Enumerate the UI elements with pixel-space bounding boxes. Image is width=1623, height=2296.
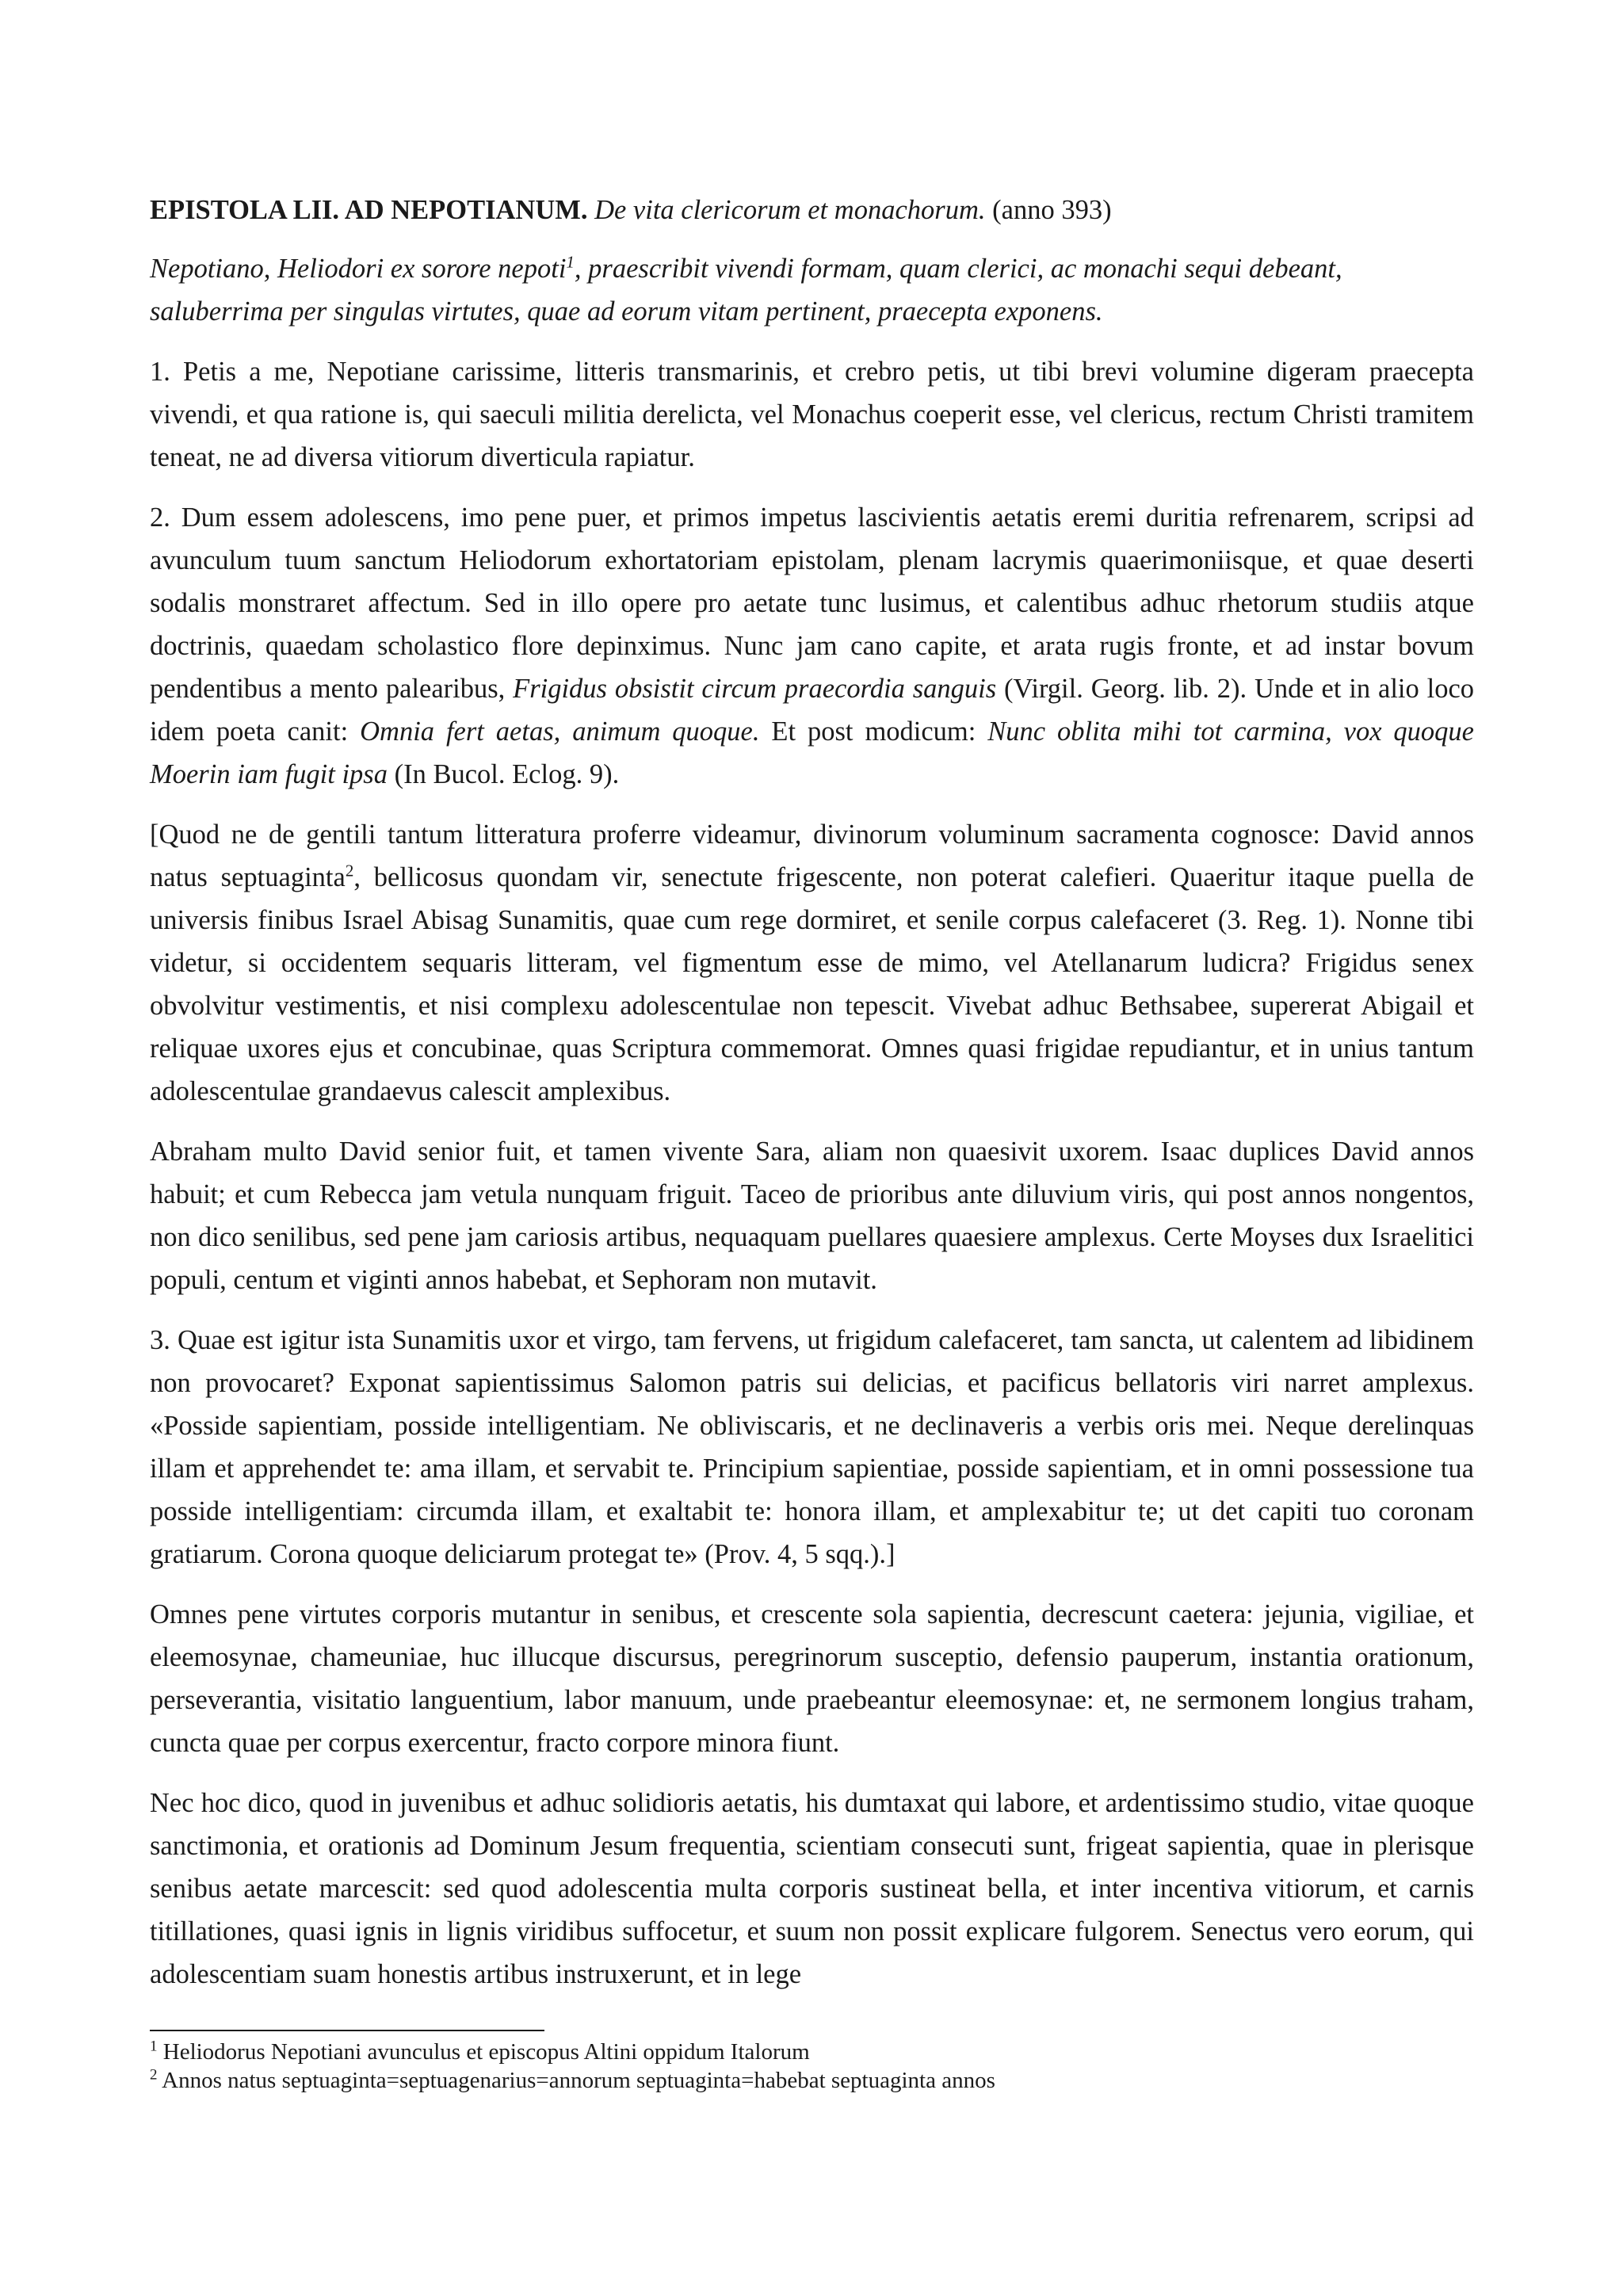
footnote-number: 1	[150, 2038, 158, 2055]
p3-text: [Quod ne de gentili tantum litteratura proferre videamur, divinorum voluminum sacramenta cognosce: David annos natus septuaginta	[150, 819, 1474, 892]
summary-text: Nepotiano, Heliodori ex sorore nepoti	[150, 254, 567, 284]
p2-text: Et post modicum:	[759, 716, 988, 747]
paragraph-5: 3. Quae est igitur ista Sunamitis uxor et virgo, tam fervens, ut frigidum calefaceret, tam sancta, ut calentem ad libidinem non provocaret? Exponat sapientissimus Salomon patris sui delicias, et pacificus bellatoris viri narret amplexus. «Posside sapientiam, posside intelligentiam. Ne obliviscaris, et ne declinaveris a verbis oris mei. Neque derelinquas illam et apprehendet te: ama illam, et servabit te. Principium sapientiae, posside sapientiam, et in omni possessione tua posside intelligentiam: circumda illam, et exaltabit te: honora illam, et amplexabitur te; ut det capiti tuo coronam gratiarum. Corona quoque deliciarum protegat te» (Prov. 4, 5 sqq.).]	[150, 1325, 1474, 1569]
footnote-ref-1[interactable]: 1	[566, 252, 575, 272]
title-subtitle: De vita clericorum et monachorum.	[594, 195, 986, 225]
footnote-number: 2	[150, 2066, 158, 2084]
title-year: (anno 393)	[992, 195, 1112, 225]
footnote-1	[150, 2038, 1474, 2066]
summary-text-cont: , praescribit vivendi formam, quam clerici, ac monachi sequi debeant, saluberrima per singulas virtutes, quae ad eorum vitam pertinent, praecepta exponens.	[150, 254, 1342, 327]
footnote-text: Annos natus septuaginta=septuagenarius=annorum septuaginta=habebat septuaginta annos	[157, 2068, 995, 2093]
p3-text-cont: , bellicosus quondam vir, senectute frigescente, non poterat calefieri. Quaeritur itaque puella de universis finibus Israel Abisag Sunamitis, quae cum rege dormiret, et senile corpus calefaceret (3. Reg. 1). Nonne tibi videtur, si occidentem sequaris litteram, vel figmentum esse de mimo, vel Atellanarum ludicra? Frigidus senex obvolvitur vestimentis, et nisi complexu adolescentulae non tepescit. Vivebat adhuc Bethsabee, supererat Abigail et reliquae uxores ejus et concubinae, quas Scriptura commemorat. Omnes quasi frigidae repudiantur, et in unius tantum adolescentulae grandaevus calescit amplexibus.	[150, 862, 1474, 1106]
p2-quote-omnia: Omnia fert aetas, animum quoque.	[360, 716, 760, 747]
p2-text: (In Bucol. Eclog. 9).	[387, 759, 620, 789]
paragraph-3	[150, 813, 1474, 1113]
paragraph-1: 1. Petis a me, Nepotiane carissime, litteris transmarinis, et crebro petis, ut tibi brevi volumine digeram praecepta vivendi, et qua ratione is, qui saeculi militia derelicta, vel Monachus coeperit esse, vel clericus, rectum Christi tramitem teneat, ne ad diversa vitiorum diverticula rapiatur.	[150, 357, 1474, 472]
footnote-text: Heliodorus Nepotiani avunculus et episcopus Altini oppidum Italorum	[157, 2039, 810, 2065]
paragraph-7: Nec hoc dico, quod in juvenibus et adhuc solidioris aetatis, his dumtaxat qui labore, et ardentissimo studio, vitae quoque sanctimonia, et orationis ad Dominum Jesum frequentia, scientiam consecuti sunt, frigeat sapientia, quae in plerisque senibus aetate marcescit: sed quod adolescentia multa corporis sustineat bella, et inter incentiva vitiorum, et carnis titillationes, quasi ignis in lignis viridibus suffocetur, et suum non possit explicare fulgorem. Senectus vero eorum, qui adolescentiam suam honestis artibus instruxerunt, et in lege	[150, 1788, 1474, 1989]
letter-title	[150, 189, 1474, 231]
p2-text: (Virgil. Georg. lib. 2). Unde et in alio loco idem poeta canit:	[150, 674, 1475, 747]
p2-text: 2. Dum essem adolescens, imo pene puer, et primos impetus lascivientis aetatis eremi duritia refrenarem, scripsi ad avunculum tuum sanctum Heliodorum exhortatoriam epistolam, plenam lacrymis quaerimoniisque, et quae deserti sodalis monstraret affectum. Sed in illo opere pro aetate tunc lusimus, et calentibus adhuc rhetorum studiis atque doctrinis, quaedam scholastico flore depinximus. Nunc jam cano capite, et arata rugis fronte, et ad instar bovum pendentibus a mento palearibus,	[150, 502, 1474, 704]
paragraph-4: Abraham multo David senior fuit, et tamen vivente Sara, aliam non quaesivit uxorem. Isaac duplices David annos habuit; et cum Rebecca jam vetula nunquam friguit. Taceo de prioribus ante diluvium viris, qui post annos nongentos, non dico senilibus, sed pene jam cariosis artibus, nequaquam puellares quaesiere amplexus. Certe Moyses dux Israelitici populi, centum et viginti annos habebat, et Sephoram non mutavit.	[150, 1137, 1474, 1295]
letter-summary	[150, 247, 1474, 333]
footnotes	[150, 2030, 1474, 2095]
paragraph-6: Omnes pene virtutes corporis mutantur in senibus, et crescente sola sapientia, decrescunt caetera: jejunia, vigiliae, et eleemosynae, chameuniae, huc illucque discursus, peregrinorum susceptio, defensio pauperum, instantia orationum, perseverantia, visitatio languentium, labor manuum, unde praebeantur eleemosynae: et, ne sermonem longius traham, cuncta quae per corpus exercentur, fracto corpore minora fiunt.	[150, 1599, 1474, 1758]
title-bold: EPISTOLA LII. AD NEPOTIANUM.	[150, 195, 588, 225]
p2-quote-bucol: Nunc oblita mihi tot carmina, vox quoque Moerin iam fugit ipsa	[150, 716, 1474, 789]
footnote-ref-2[interactable]: 2	[345, 861, 354, 881]
footnote-2	[150, 2066, 1474, 2095]
letter-body	[150, 189, 1474, 2013]
p2-quote-virgil: Frigidus obsistit circum praecordia sanguis	[513, 674, 997, 704]
footnote-divider	[150, 2030, 544, 2031]
paragraph-2	[150, 496, 1474, 796]
